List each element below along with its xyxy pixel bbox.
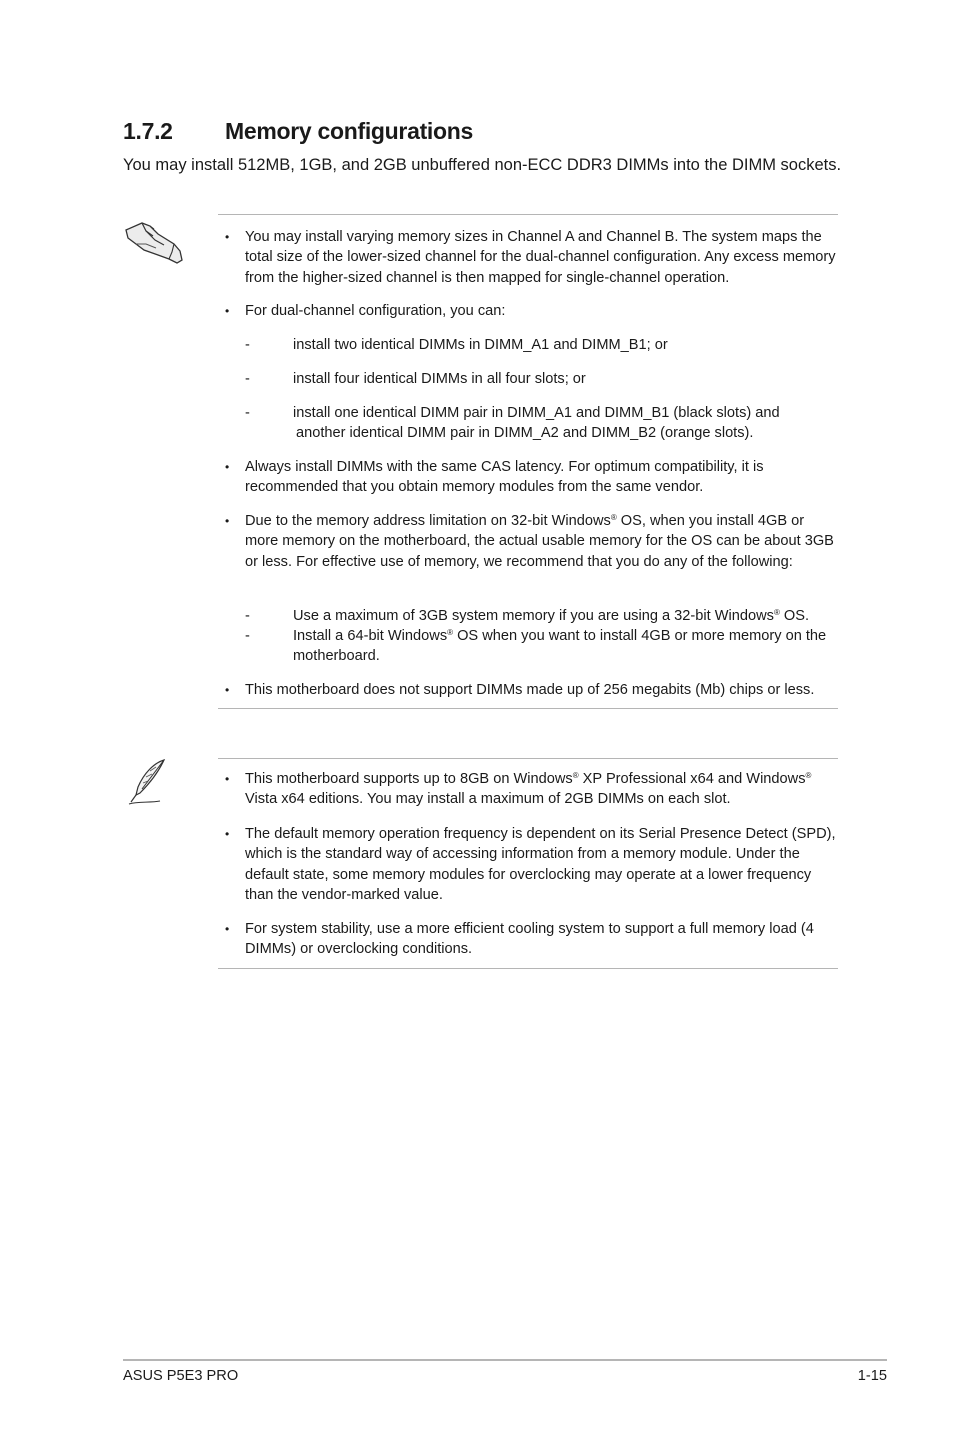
section-heading <box>123 118 473 145</box>
bullet: • <box>225 922 230 936</box>
footer-divider <box>123 1359 887 1361</box>
list-item: • This motherboard does not support DIMMs made up of 256 megabits (Mb) chips or less. <box>218 680 848 700</box>
list-item: • The default memory operation frequency is dependent on its Serial Presence Detect (SPD), which is the standard way of accessing information from a memory module. Under the default state, some memory modules for overclocking may operate at a lower frequency than the vendor-marked value. <box>225 826 836 903</box>
dash: - <box>245 405 250 421</box>
quill-pen-icon <box>126 757 170 807</box>
sub-list-item: - install two identical DIMMs in DIMM_A1 and DIMM_B1; or <box>218 335 838 355</box>
footer-product-name: ASUS P5E3 PRO <box>123 1368 239 1384</box>
dash: - <box>245 371 250 387</box>
list-item: • For system stability, use a more efficient cooling system to support a full memory load (4 DIMMs) or overclocking conditions. <box>225 921 814 958</box>
intro-paragraph: You may install 512MB, 1GB, and 2GB unbuffered non-ECC DDR3 DIMMs into the DIMM sockets. <box>123 156 842 174</box>
list-item: • Always install DIMMs with the same CAS latency. For optimum compatibility, it is recommended that you obtain memory modules from the same vendor. <box>225 459 764 496</box>
sub-list-item: - install one identical DIMM pair in DIMM_A1 and DIMM_B1 (black slots) and another identical DIMM pair in DIMM_A2 and DIMM_B2 (orange slots). <box>245 405 780 442</box>
list-item: • You may install varying memory sizes in Channel A and Channel B. The system maps the total size of the lower-sized channel for the dual-channel configuration. Any excess memory from the higher-sized channel is then mapped for single-channel operation. <box>225 229 836 286</box>
section-title: Memory configurations <box>225 118 474 144</box>
bullet: • <box>225 230 230 244</box>
dash: - <box>245 628 250 644</box>
list-item: • Due to the memory address limitation on 32-bit Windows® OS, when you install 4GB or more memory on the motherboard, the actual usable memory for the OS can be about 3GB or less. For effective use of memory, we recommend that you do any of the following: <box>225 513 834 570</box>
dash: - <box>245 337 250 353</box>
sub-list-item: - install four identical DIMMs in all four slots; or <box>218 369 838 389</box>
footer-page-number: 1-15 <box>857 1368 887 1384</box>
list-item: • For dual-channel configuration, you can: <box>218 301 838 321</box>
bullet: • <box>225 304 230 318</box>
bullet: • <box>225 827 230 841</box>
bullet: • <box>225 683 230 697</box>
list-item: • This motherboard supports up to 8GB on Windows® XP Professional x64 and Windows® Vista x64 editions. You may install a maximum of 2GB DIMMs on each slot. <box>225 771 812 808</box>
section-number: 1.7.2 <box>123 118 173 144</box>
note-box <box>218 758 838 969</box>
bullet: • <box>225 514 230 528</box>
bullet: • <box>225 772 230 786</box>
dash: - <box>245 608 250 624</box>
bullet: • <box>225 460 230 474</box>
sub-list-item: - Install a 64-bit Windows® OS when you want to install 4GB or more memory on the motherboard. <box>245 628 827 665</box>
caution-box <box>218 214 838 709</box>
hand-pointing-icon <box>122 218 186 266</box>
sub-list-item: - Use a maximum of 3GB system memory if you are using a 32-bit Windows® OS. <box>218 606 838 626</box>
